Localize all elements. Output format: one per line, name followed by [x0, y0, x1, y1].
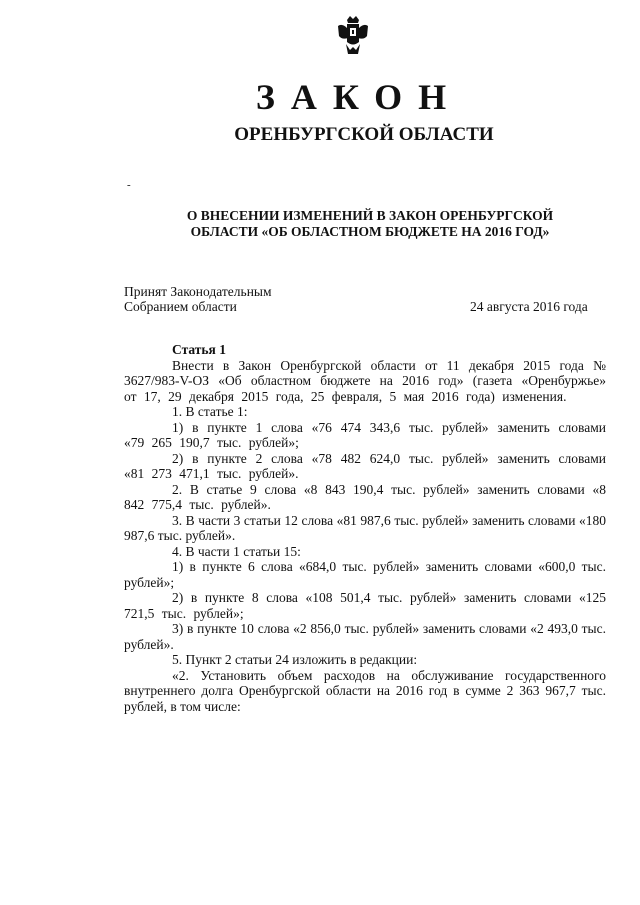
subject-line-1: О ВНЕСЕНИИ ИЗМЕНЕНИЙ В ЗАКОН ОРЕНБУРГСКОЙ: [186, 208, 554, 223]
article-heading: Статья 1: [172, 342, 226, 357]
paragraph: 1. В статье 1:: [172, 404, 248, 419]
paragraph: 2) в пункте 8 слова «108 501,4 тыс. рублей» заменить словами «125 721,5 тыс. рублей»;: [124, 590, 606, 621]
law-subject: [150, 208, 590, 240]
paragraph: 2) в пункте 2 слова «78 482 624,0 тыс. рублей» заменить словами «81 273 471,1 тыс. рублей».: [124, 450, 606, 481]
adoption-body: [124, 284, 272, 314]
paragraph: «2. Установить объем расходов на обслуживание государственного внутреннего долга Оренбургской области на 2016 год в сумме 2 363 967,7 тыс. рублей, в том числе:: [124, 667, 606, 714]
adoption-line-2: Собранием области: [124, 299, 237, 314]
dash-mark: -: [127, 179, 131, 191]
article-body: [124, 342, 606, 714]
region-name: ОРЕНБУРГСКОЙ ОБЛАСТИ: [234, 124, 494, 145]
paragraph: 1) в пункте 1 слова «76 474 343,6 тыс. рублей» заменить словами «79 265 190,7 тыс. рублей»;: [124, 419, 606, 450]
law-title: ЗАКОН: [255, 77, 463, 117]
paragraph: 2. В статье 9 слова «8 843 190,4 тыс. рублей» заменить словами «8 842 775,4 тыс. рублей».: [124, 481, 606, 512]
paragraph: 5. Пункт 2 статьи 24 изложить в редакции:: [172, 652, 418, 667]
subject-line-2: ОБЛАСТИ «ОБ ОБЛАСТНОМ БЮДЖЕТЕ НА 2016 ГОД»: [190, 224, 550, 239]
paragraph: Внести в Закон Оренбургской области от 11 декабря 2015 года № 3627/983-V-ОЗ «Об областном бюджете на 2016 год» (газета «Оренбуржье» от 17, 29 декабря 2015 года, 25 февраля, 5 мая 2016 года) изменения.: [124, 357, 606, 404]
adoption-line-1: Принят Законодательным: [124, 284, 272, 299]
paragraph: 3) в пункте 10 слова «2 856,0 тыс. рублей» заменить словами «2 493,0 тыс. рублей».: [124, 621, 606, 652]
paragraph: 3. В части 3 статьи 12 слова «81 987,6 тыс. рублей» заменить словами «180 987,6 тыс. рублей».: [124, 512, 606, 543]
paragraph: 4. В части 1 статьи 15:: [172, 543, 301, 559]
coat-of-arms-icon: [336, 14, 370, 56]
paragraph: 1) в пункте 6 слова «684,0 тыс. рублей» заменить словами «600,0 тыс. рублей»;: [124, 559, 606, 590]
adoption-date: 24 августа 2016 года: [470, 299, 588, 314]
